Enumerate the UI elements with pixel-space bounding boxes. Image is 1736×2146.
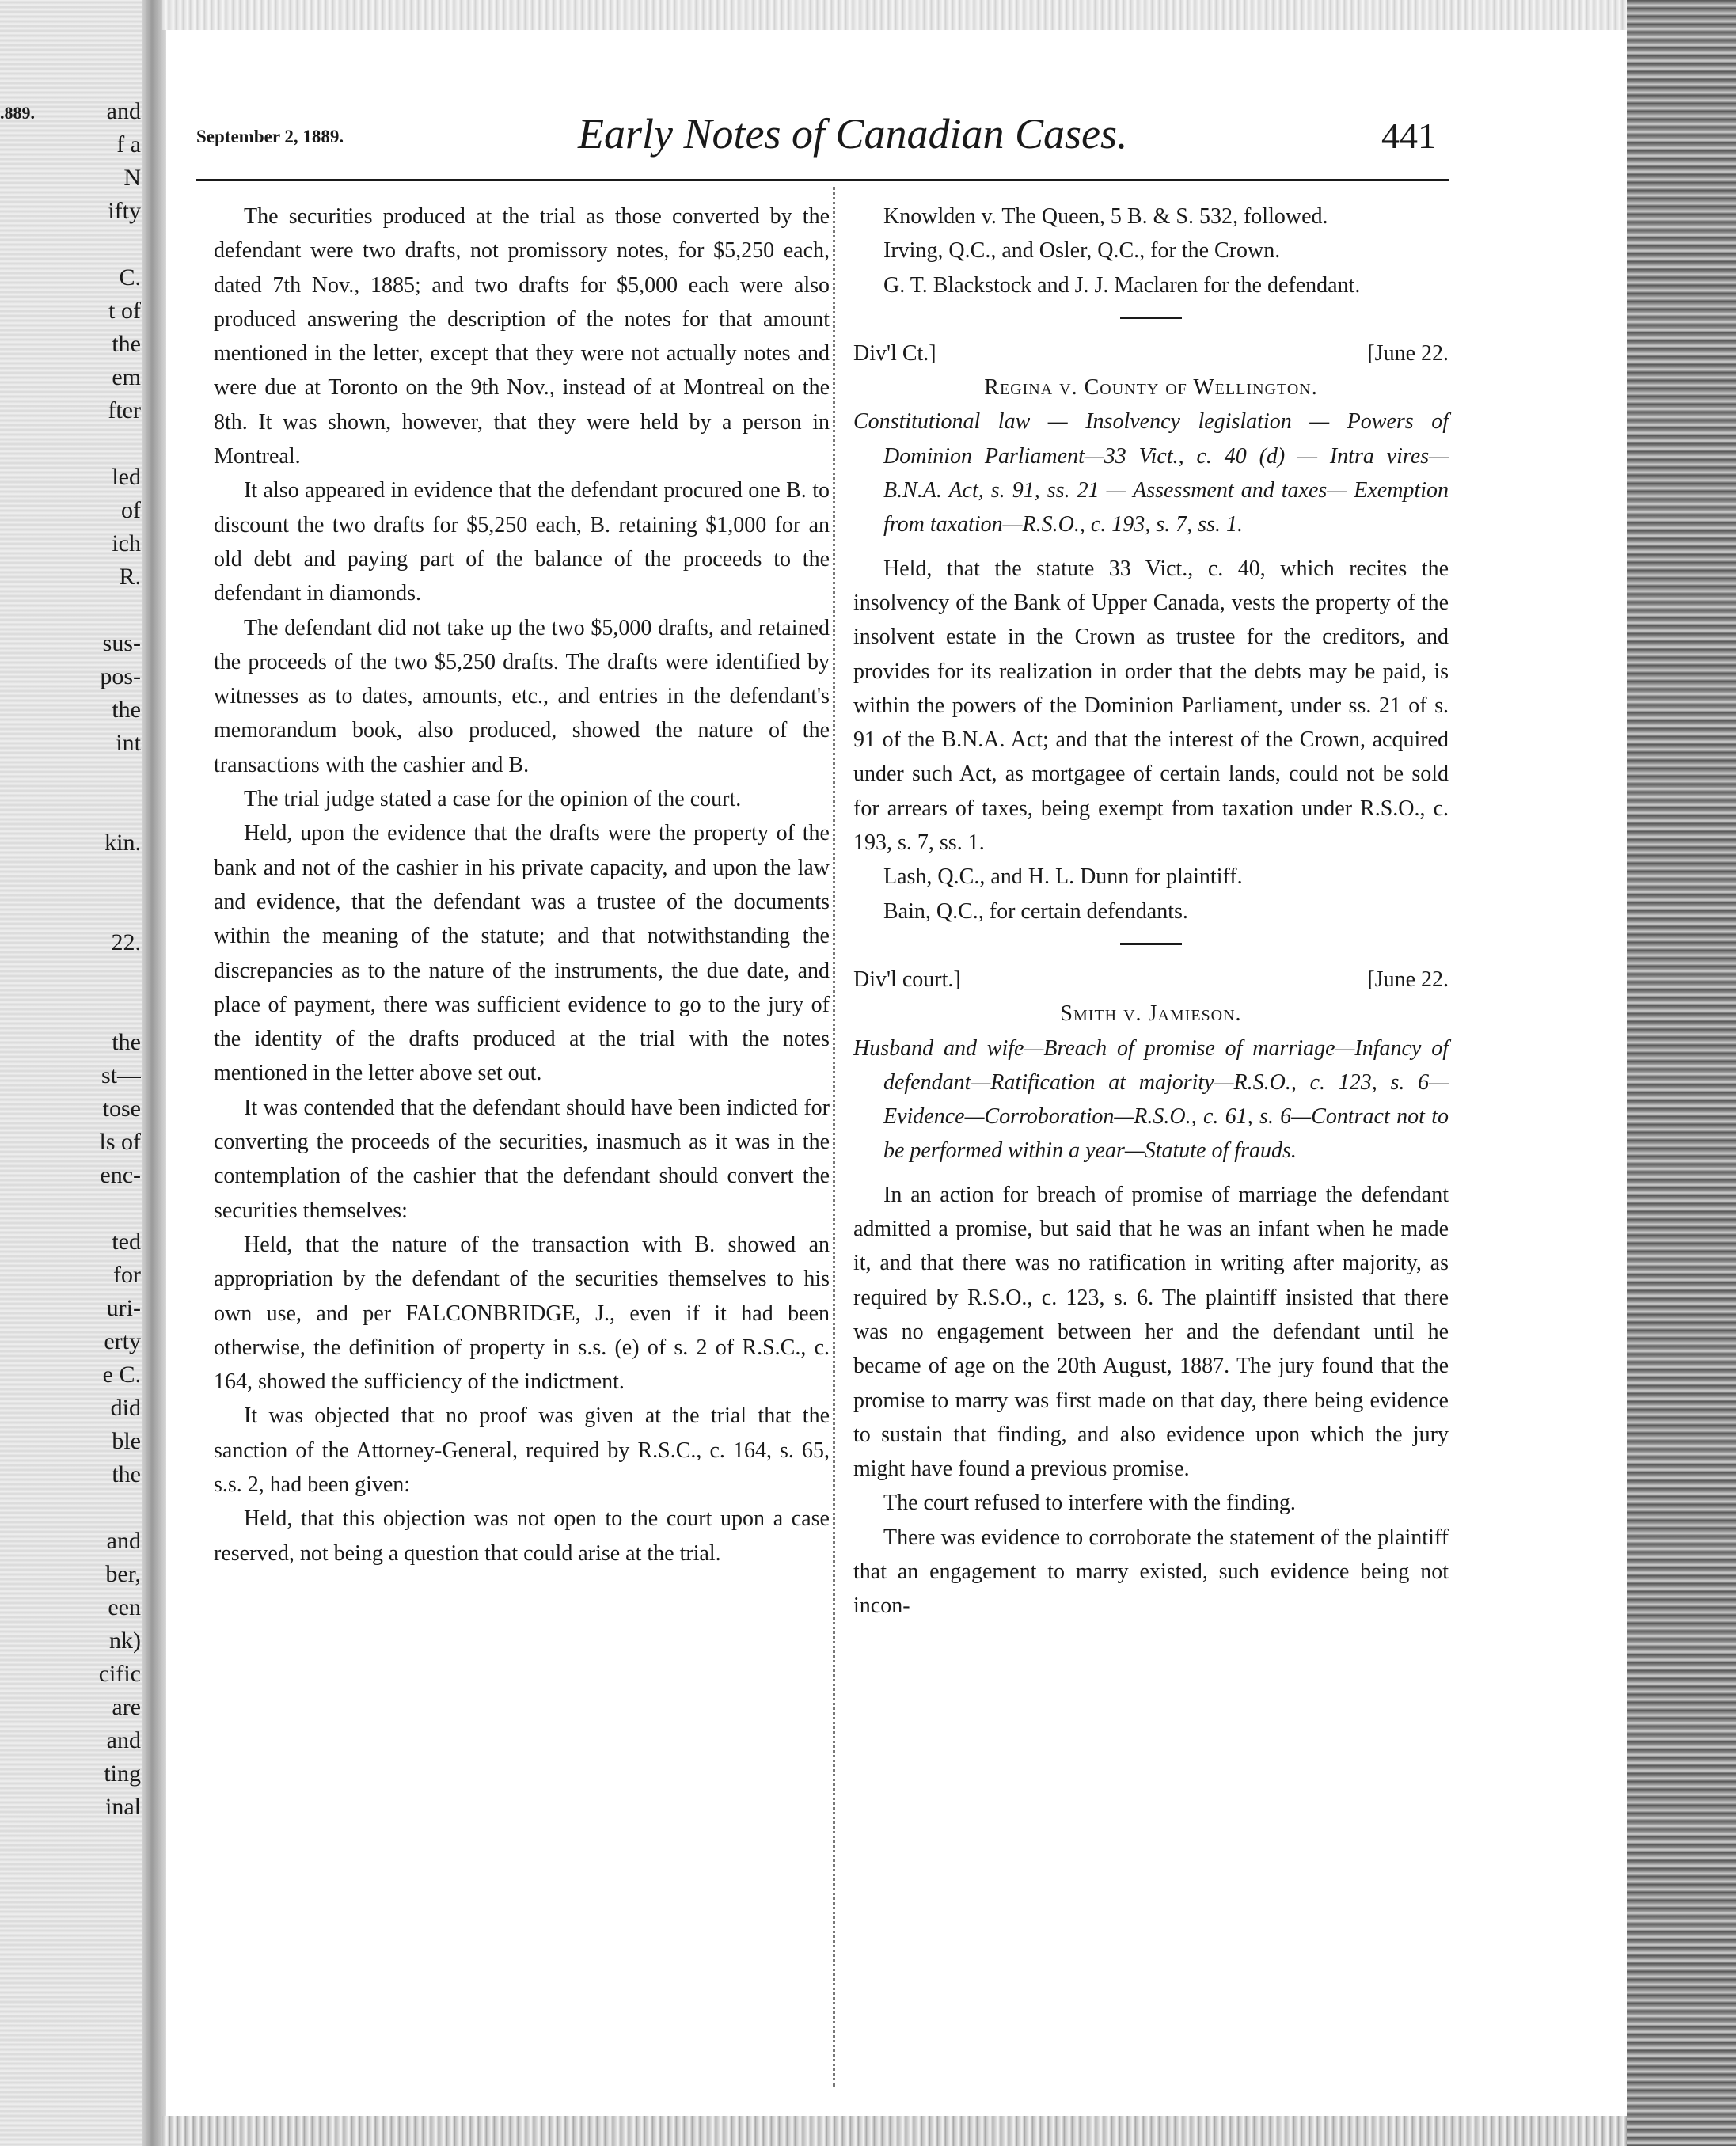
paragraph: It was objected that no proof was given at the trial that the sanction of the Attorney-General, required by R.S.C., c. 164, s. 65, s.s. 2, had been given: bbox=[214, 1403, 830, 1497]
previous-page-header: .889. bbox=[0, 103, 35, 123]
paragraph: The court refused to interfere with the finding. bbox=[883, 1491, 1296, 1516]
paragraph: There was evidence to corroborate the statement of the plaintiff that an engagement to marry existed, such evidence being not incon- bbox=[853, 1525, 1449, 1619]
previous-page-fragment: ifty bbox=[108, 198, 141, 224]
case-date: [June 22. bbox=[1367, 967, 1449, 992]
scan-right-edge bbox=[1627, 0, 1736, 2146]
previous-page-fragment: enc- bbox=[100, 1162, 141, 1188]
case-headnote: Husband and wife—Breach of promise of marriage—Infancy of defendant—Ratification at majority—R.S.O., c. 123, s. 6—Evidence—Corroboration—R.S.O., c. 61, s. 6—Contract not to be performed within a year—Statute of frauds. bbox=[853, 1035, 1449, 1164]
paragraph: It also appeared in evidence that the defendant procured one B. to discount the two drafts for $5,250 each, B. retaining $1,000 for an old debt and paying part of the balance of the proceeds to the defendant in diamonds. bbox=[214, 478, 830, 606]
previous-page-fragment bbox=[0, 793, 141, 826]
previous-page-fragment: f a bbox=[116, 131, 141, 158]
previous-page-fragment: nk) bbox=[109, 1628, 141, 1654]
paragraph: In an action for breach of promise of marriage the defendant admitted a promise, but said that he was an infant when he made it, and that there was no ratification in writing after majority, as required by R.S.O., c. 123, s. 6. The plaintiff insisted that there was no engagement between her and the defendant until he became of age on the 20th August, 1887. The jury found that the promise to marry was first made on that day, there being evidence to sustain that finding, and also evidence upon which the jury might have found a previous promise. bbox=[853, 1182, 1449, 1482]
previous-page-fragment: ting bbox=[104, 1760, 141, 1787]
previous-page-fragment: ber, bbox=[105, 1561, 141, 1587]
header-rule bbox=[196, 179, 1449, 181]
previous-page-fragment bbox=[0, 228, 141, 261]
previous-page-fragment: led bbox=[112, 464, 141, 490]
paragraph: Held, that the statute 33 Vict., c. 40, which recites the insolvency of the Bank of Upper Canada, vests the property of the insolvent estate in the Crown as trustee for the creditors, and provides for its realization in order that the debts may be paid, is within the powers of the Dominion Parliament, under ss. 21 of s. 91 of the B.N.A. Act; and that the interest of the Crown, acquired under such Act, as mortgagee of certain lands, could not be sold for arrears of taxes, being exempt from taxation under R.S.O., c. 193, s. 7, ss. 1. bbox=[853, 556, 1449, 856]
previous-page-fragment: ble bbox=[112, 1428, 141, 1454]
previous-page-fragment: pos- bbox=[100, 663, 141, 689]
section-separator bbox=[1120, 317, 1182, 319]
paragraph: The trial judge stated a case for the opinion of the court. bbox=[244, 787, 742, 812]
previous-page-fragment: N bbox=[123, 165, 141, 191]
previous-page-fragment: did bbox=[110, 1395, 141, 1421]
previous-page-fragment bbox=[0, 860, 141, 893]
previous-page-fragment: 22. bbox=[111, 929, 141, 955]
previous-page-fragment bbox=[0, 959, 141, 993]
book-spine bbox=[142, 0, 166, 2146]
previous-page-fragment: for bbox=[113, 1262, 141, 1288]
previous-page-fragment: erty bbox=[104, 1328, 141, 1354]
previous-page-margin-text bbox=[0, 95, 141, 1824]
previous-page-fragment: of bbox=[121, 497, 141, 523]
section-separator bbox=[1120, 943, 1182, 945]
left-column bbox=[214, 199, 830, 1571]
counsel-line: Bain, Q.C., for certain defendants. bbox=[883, 898, 1188, 924]
previous-page-fragment: een bbox=[108, 1594, 141, 1620]
previous-page-fragment: e C. bbox=[102, 1362, 141, 1388]
previous-page-fragment bbox=[0, 1491, 141, 1525]
previous-page-fragment: int bbox=[116, 730, 141, 756]
paragraph: Held, that this objection was not open to the court upon a case reserved, not being a question that could arise at the trial. bbox=[214, 1506, 830, 1566]
case-headnote: Constitutional law — Insolvency legislation — Powers of Dominion Parliament—33 Vict., c. 40 (d) — Intra vires—B.N.A. Act, s. 91, ss. 21 — Assessment and taxes— Exemption from taxation—R.S.O., c. 193, s. 7, ss. 1. bbox=[853, 409, 1449, 537]
paragraph: Held, upon the evidence that the drafts were the property of the bank and not of the cashier in his private capacity, and upon the law and evidence, that the defendant was a trustee of the documents within the meaning of the statute; and that notwithstanding the discrepancies as to the nature of the instruments, the due date, and place of payment, there was sufficient evidence to go to the jury of the identity of the drafts produced at the trial with the notes mentioned in the letter above set out. bbox=[214, 821, 830, 1086]
scan-bottom-edge bbox=[162, 2116, 1627, 2146]
court-name: Div'l court.] bbox=[853, 967, 961, 992]
previous-page-fragment: C. bbox=[119, 264, 141, 291]
paragraph: The securities produced at the trial as those converted by the defendant were two drafts, not promissory notes, for $5,250 each, dated 7th Nov., 1885; and two drafts for $5,000 each were also produced answering the description of the notes for that amount mentioned in the letter, except that they were not actually notes and were due at Toronto on the 9th Nov., instead of at Montreal on the 8th. It was shown, however, that they were held by a person in Montreal. bbox=[214, 204, 830, 469]
previous-page-fragment: uri- bbox=[106, 1295, 141, 1321]
previous-page-fragment: the bbox=[112, 1029, 141, 1055]
previous-page-fragment: st— bbox=[101, 1062, 141, 1088]
previous-page-fragment: sus- bbox=[102, 630, 141, 656]
header-date: September 2, 1889. bbox=[196, 127, 344, 146]
counsel-line: Irving, Q.C., and Osler, Q.C., for the Crown. bbox=[883, 238, 1281, 264]
column-divider bbox=[833, 187, 835, 2087]
page-number: 441 bbox=[1381, 116, 1436, 156]
previous-page-fragment: ted bbox=[112, 1229, 141, 1255]
previous-page-fragment: tose bbox=[102, 1096, 141, 1122]
previous-page-fragment: the bbox=[112, 697, 141, 723]
paragraph: The defendant did not take up the two $5,000 drafts, and retained the proceeds of the two $5,250 drafts. The drafts were identified by witnesses as to dates, amounts, etc., and entries in the defendant's memorandum book, also produced, showed the nature of the transactions with the cashier and B. bbox=[214, 615, 830, 777]
previous-page-fragment: and bbox=[106, 98, 141, 124]
previous-page-fragment: inal bbox=[105, 1794, 141, 1820]
previous-page-fragment: em bbox=[112, 364, 141, 390]
counsel-line: Lash, Q.C., and H. L. Dunn for plaintiff. bbox=[883, 864, 1243, 890]
court-name: Div'l Ct.] bbox=[853, 340, 936, 366]
page-title: Early Notes of Canadian Cases. bbox=[578, 110, 1128, 158]
previous-page-fragment: fter bbox=[108, 397, 141, 424]
previous-page-fragment: R. bbox=[119, 564, 141, 590]
case-title: Regina v. County of Wellington. bbox=[984, 375, 1318, 401]
scan-top-edge bbox=[162, 0, 1627, 30]
previous-page-fragment: are bbox=[112, 1694, 141, 1720]
previous-page-fragment: and bbox=[106, 1727, 141, 1753]
previous-page-fragment: kin. bbox=[104, 830, 141, 856]
previous-page-fragment: ich bbox=[112, 530, 141, 556]
counsel-line: G. T. Blackstock and J. J. Maclaren for the defendant. bbox=[883, 272, 1361, 298]
previous-page-fragment: cific bbox=[98, 1661, 141, 1687]
previous-page-fragment: the bbox=[112, 1461, 141, 1487]
case-title: Smith v. Jamieson. bbox=[1060, 1001, 1242, 1027]
previous-page-fragment bbox=[0, 1192, 141, 1225]
previous-page-fragment bbox=[0, 427, 141, 461]
previous-page-fragment: ls of bbox=[99, 1129, 141, 1155]
case-date: [June 22. bbox=[1367, 340, 1449, 366]
previous-page-fragment bbox=[0, 893, 141, 926]
paragraph: Knowlden v. The Queen, 5 B. & S. 532, followed. bbox=[883, 204, 1328, 229]
previous-page-fragment bbox=[0, 594, 141, 627]
previous-page-fragment: t of bbox=[108, 298, 141, 324]
case-court-line bbox=[853, 336, 1449, 370]
paragraph: Held, that the nature of the transaction with B. showed an appropriation by the defendant of the securities themselves to his own use, and per FALCONBRIDGE, J., even if it had been otherwise, the definition of property in s.s. (e) of s. 2 of R.S.C., c. 164, showed the sufficiency of the indictment. bbox=[214, 1232, 830, 1395]
previous-page-fragment: the bbox=[112, 331, 141, 357]
right-column bbox=[853, 199, 1449, 1624]
previous-page-fragment bbox=[0, 993, 141, 1026]
case-court-line bbox=[853, 963, 1449, 997]
paragraph: It was contended that the defendant should have been indicted for converting the proceeds of the securities, inasmuch as it was in the contemplation of the cashier that the defendant should convert the securities themselves: bbox=[214, 1095, 830, 1223]
previous-page-fragment: and bbox=[106, 1528, 141, 1554]
previous-page-fragment bbox=[0, 760, 141, 793]
